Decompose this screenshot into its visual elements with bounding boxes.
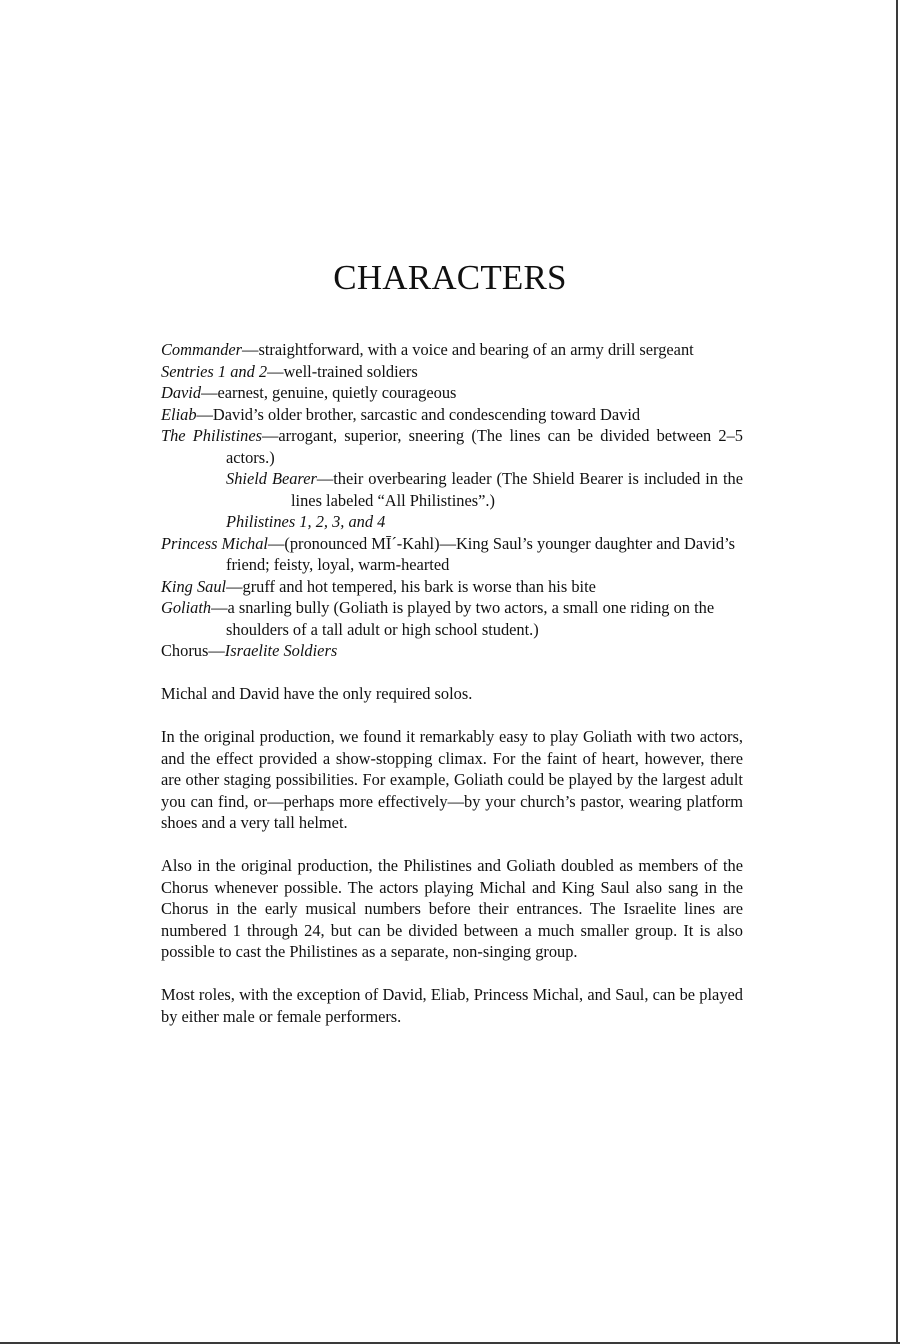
character-description: —straightforward, with a voice and bearing of an army drill sergeant xyxy=(242,340,694,359)
character-entry xyxy=(161,597,743,640)
character-entry xyxy=(161,533,743,576)
character-name: David xyxy=(161,383,202,402)
character-name: King Saul xyxy=(161,576,227,596)
page-edge-right xyxy=(896,0,898,1344)
character-description: —earnest, genuine, quietly courageous xyxy=(201,383,457,402)
character-description: —David’s older brother, sarcastic and condescending toward David xyxy=(196,404,641,424)
body-paragraph: Also in the original production, the Philistines and Goliath doubled as members of the Chorus whenever possible. The actors playing Michal and King Saul also sang in the Chorus in the early musical numbers before their entrances. The Israelite lines are numbered 1 through 24, but can be divided between a much smaller group. It is also possible to cast the Philistines as a separate, non-singing group. xyxy=(161,856,743,961)
character-subentry xyxy=(226,468,743,511)
page-title: CHARACTERS xyxy=(333,258,567,297)
character-name: Goliath xyxy=(161,598,212,617)
character-name: Commander xyxy=(161,340,243,359)
body-paragraph: Michal and David have the only required solos. xyxy=(161,684,473,703)
character-entry xyxy=(161,425,743,468)
character-name: Shield Bearer xyxy=(226,469,317,488)
character-description: —gruff and hot tempered, his bark is worse than his bite xyxy=(226,576,596,596)
character-entry xyxy=(161,339,743,361)
character-name: Israelite Soldiers xyxy=(224,641,338,660)
character-subentry xyxy=(226,511,743,533)
character-description: —well-trained soldiers xyxy=(267,361,418,381)
character-description: —(pronounced MĪ´-Kahl)—King Saul’s younger daughter and David’s friend; feisty, loyal, warm-hearted xyxy=(226,533,736,574)
character-entry xyxy=(161,404,743,426)
character-description: —their overbearing leader (The Shield Bearer is included in the lines labeled “All Philistines”.) xyxy=(291,469,743,510)
character-name: Eliab xyxy=(161,404,197,424)
body-paragraph: Most roles, with the exception of David, Eliab, Princess Michal, and Saul, can be played by either male or female performers. xyxy=(161,985,743,1026)
character-description: —arrogant, superior, sneering (The lines can be divided between 2–5 actors.) xyxy=(226,426,744,467)
character-name: Philistines 1, 2, 3, and 4 xyxy=(226,512,386,531)
body-paragraph: In the original production, we found it remarkably easy to play Goliath with two actors, and the effect provided a show-stopping climax. For the faint of heart, however, there are other staging possibilities. For example, Goliath could be played by the largest adult you can find, or—perhaps more effectively—by your church’s pastor, wearing platform shoes and a very tall helmet. xyxy=(161,727,743,832)
character-prefix: Chorus— xyxy=(161,641,225,660)
character-list xyxy=(161,339,743,1027)
character-description: —a snarling bully (Goliath is played by two actors, a small one riding on the shoulders of a tall adult or high school student.) xyxy=(211,598,715,639)
character-entry xyxy=(161,576,743,598)
character-entry xyxy=(161,640,743,662)
character-name: Sentries 1 and 2 xyxy=(161,361,268,381)
character-name: Princess Michal xyxy=(161,533,268,553)
character-entry xyxy=(161,382,743,404)
character-name: The Philistines xyxy=(161,426,262,445)
character-entry xyxy=(161,361,743,383)
